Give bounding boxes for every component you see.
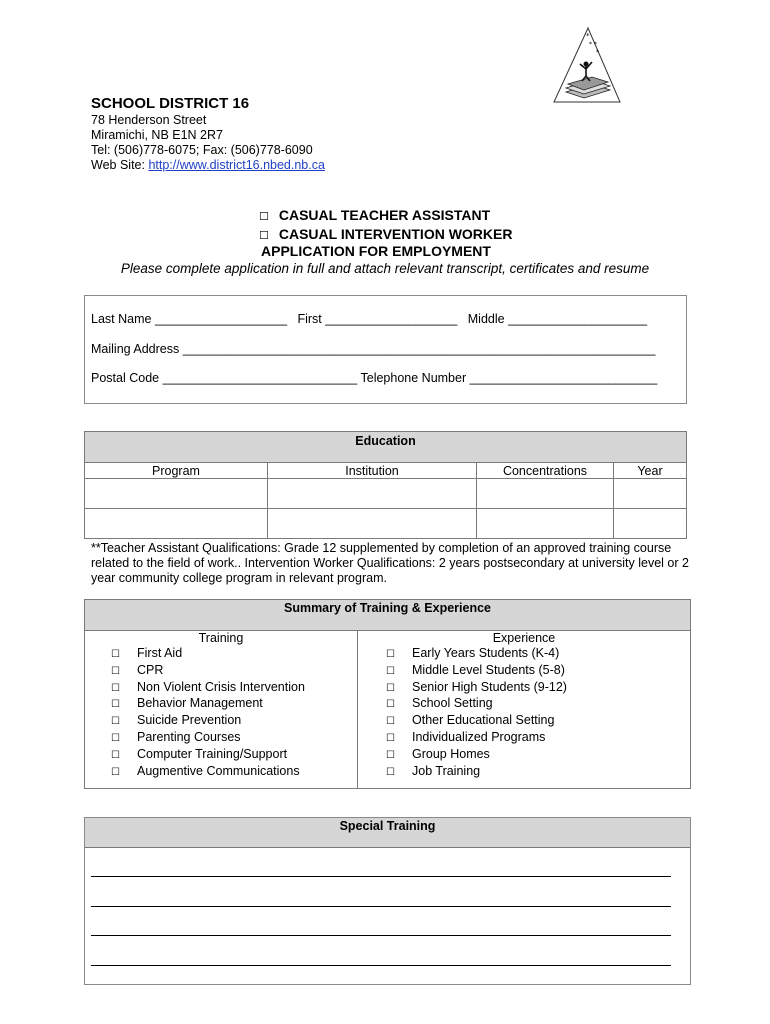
phone-fax: Tel: (506)778-6075; Fax: (506)778-6090 [91, 143, 313, 157]
mailing-address-label: Mailing Address [91, 342, 180, 356]
checkbox-icon[interactable]: ☐ [386, 749, 395, 761]
city-address: Miramichi, NB E1N 2R7 [91, 128, 223, 142]
experience-header: Experience [492, 631, 556, 645]
experience-item[interactable] [386, 730, 690, 747]
checkbox-icon[interactable]: ☐ [386, 732, 395, 744]
col-program: Program [85, 463, 268, 479]
checkbox-icon[interactable]: ☐ [259, 210, 269, 223]
training-item[interactable] [111, 646, 357, 663]
svg-text:* *: * * [589, 41, 597, 48]
postal-code-label: Postal Code [91, 371, 160, 385]
name-row [91, 312, 647, 326]
experience-item[interactable] [386, 680, 690, 697]
form-title: APPLICATION FOR EMPLOYMENT [261, 243, 491, 259]
training-list [85, 646, 357, 780]
experience-label: School Setting [412, 696, 493, 711]
concentrations-cell[interactable] [477, 479, 614, 509]
checkbox-icon[interactable]: ☐ [259, 229, 269, 242]
experience-label: Group Homes [412, 746, 490, 761]
middle-name-label: Middle [467, 312, 505, 326]
training-experience-table [84, 599, 691, 789]
svg-text:*: * [586, 32, 590, 40]
mailing-row [91, 342, 655, 356]
telephone-label: Telephone Number [360, 371, 467, 385]
training-label: CPR [137, 662, 164, 677]
postal-phone-row [91, 371, 657, 385]
experience-item[interactable] [386, 764, 690, 781]
checkbox-icon[interactable]: ☐ [111, 766, 120, 778]
special-training-line[interactable] [91, 965, 671, 966]
position-intervention-worker[interactable] [259, 226, 512, 242]
institution-cell[interactable] [268, 509, 477, 539]
website-line [91, 158, 325, 173]
special-training-line[interactable] [91, 876, 671, 877]
training-item[interactable] [111, 663, 357, 680]
experience-item[interactable] [386, 663, 690, 680]
experience-list [358, 646, 690, 780]
postal-code-field[interactable]: ____________________________ [162, 371, 358, 385]
special-training-line[interactable] [91, 935, 671, 936]
experience-item[interactable] [386, 696, 690, 713]
training-item[interactable] [111, 730, 357, 747]
col-concentrations: Concentrations [477, 463, 614, 479]
checkbox-icon[interactable]: ☐ [111, 665, 120, 677]
checkbox-icon[interactable]: ☐ [386, 665, 395, 677]
checkbox-icon[interactable]: ☐ [386, 649, 395, 660]
qualifications-note: **Teacher Assistant Qualifications: Grade 12 supplemented by completion of an approved training course related to the field of work.. Intervention Worker Qualifications: 2 years postsecondary at university level or 2 year community college program in relevant program. [91, 541, 689, 585]
experience-item[interactable] [386, 646, 690, 663]
checkbox-icon[interactable]: ☐ [111, 682, 120, 694]
district-logo [552, 24, 624, 106]
col-year: Year [614, 463, 687, 479]
position-teacher-assistant[interactable] [259, 207, 490, 223]
training-label: Behavior Management [137, 696, 263, 711]
checkbox-icon[interactable]: ☐ [386, 766, 395, 778]
telephone-field[interactable]: ___________________________ [469, 371, 658, 385]
checkbox-icon[interactable]: ☐ [111, 749, 120, 761]
experience-label: Individualized Programs [412, 729, 546, 744]
experience-label: Middle Level Students (5-8) [412, 662, 565, 677]
table-row [85, 479, 687, 509]
position-label: CASUAL TEACHER ASSISTANT [278, 207, 491, 223]
website-link[interactable]: http://www.district16.nbed.nb.ca [148, 158, 325, 172]
checkbox-icon[interactable]: ☐ [111, 732, 120, 744]
training-label: Computer Training/Support [137, 746, 288, 761]
experience-item[interactable] [386, 747, 690, 764]
mailing-address-field[interactable]: ____________________________________________________________________ [182, 342, 656, 356]
training-experience-title: Summary of Training & Experience [85, 600, 691, 631]
training-label: Parenting Courses [137, 729, 241, 744]
training-header: Training [198, 631, 244, 645]
experience-label: Senior High Students (9-12) [412, 679, 567, 694]
concentrations-cell[interactable] [477, 509, 614, 539]
program-cell[interactable] [85, 479, 268, 509]
training-column [85, 631, 358, 789]
checkbox-icon[interactable]: ☐ [386, 716, 395, 728]
instructions: Please complete application in full and attach relevant transcript, certificates and resume [120, 261, 650, 276]
training-label: Augmentive Communications [137, 763, 300, 778]
middle-name-field[interactable]: ____________________ [508, 312, 648, 326]
first-name-label: First [297, 312, 322, 326]
checkbox-icon[interactable]: ☐ [111, 716, 120, 728]
first-name-field[interactable]: ___________________ [325, 312, 458, 326]
training-item[interactable] [111, 680, 357, 697]
last-name-field[interactable]: ___________________ [154, 312, 288, 326]
website-label: Web Site: [91, 158, 145, 172]
training-label: Suicide Prevention [137, 713, 242, 728]
education-table [84, 431, 687, 539]
experience-column [358, 631, 691, 789]
last-name-label: Last Name [91, 312, 152, 326]
institution-cell[interactable] [268, 479, 477, 509]
experience-item[interactable] [386, 713, 690, 730]
training-item[interactable] [111, 696, 357, 713]
checkbox-icon[interactable]: ☐ [111, 649, 120, 660]
training-item[interactable] [111, 764, 357, 781]
year-cell[interactable] [614, 479, 687, 509]
special-training-title: Special Training [85, 818, 690, 848]
special-training-box [84, 817, 691, 985]
district-name: SCHOOL DISTRICT 16 [91, 95, 250, 112]
education-title: Education [85, 432, 687, 463]
checkbox-icon[interactable]: ☐ [111, 699, 120, 711]
experience-label: Job Training [412, 763, 481, 778]
training-item[interactable] [111, 713, 357, 730]
experience-label: Early Years Students (K-4) [412, 646, 560, 660]
col-institution: Institution [268, 463, 477, 479]
position-label: CASUAL INTERVENTION WORKER [278, 226, 513, 242]
checkbox-icon[interactable]: ☐ [386, 682, 395, 694]
training-label: Non Violent Crisis Intervention [137, 679, 305, 694]
svg-text:*: * [596, 49, 599, 56]
year-cell[interactable] [614, 509, 687, 539]
checkbox-icon[interactable]: ☐ [386, 699, 395, 711]
experience-label: Other Educational Setting [412, 713, 555, 728]
table-row [85, 509, 687, 539]
street-address: 78 Henderson Street [91, 113, 207, 127]
training-item[interactable] [111, 747, 357, 764]
training-label: First Aid [137, 646, 183, 660]
program-cell[interactable] [85, 509, 268, 539]
special-training-line[interactable] [91, 906, 671, 907]
